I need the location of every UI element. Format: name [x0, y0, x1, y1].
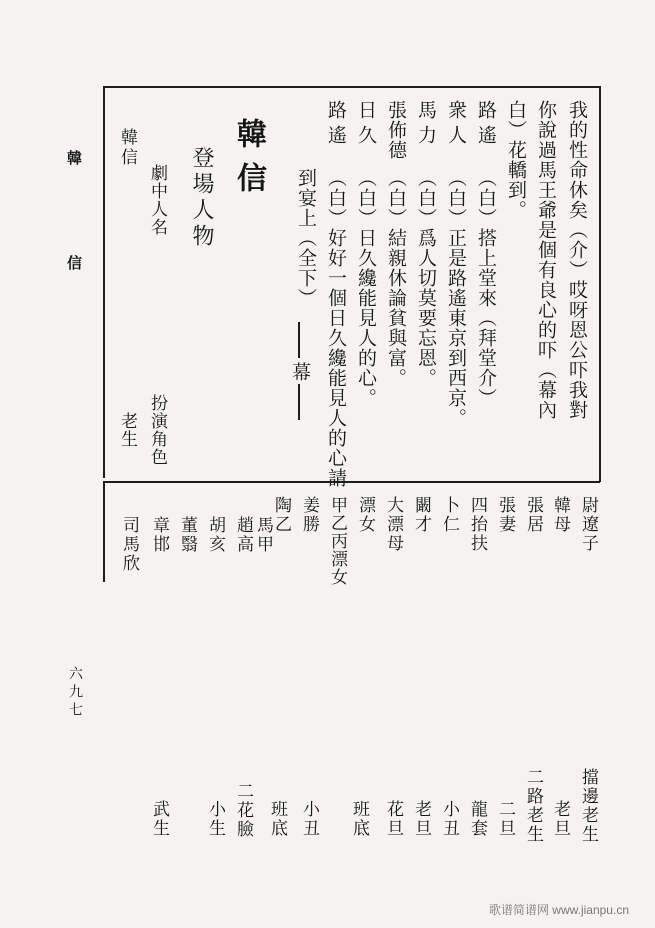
cast-name: 張居: [523, 496, 543, 534]
dialogue-line: 白）花轎到。: [505, 100, 527, 220]
cast-name: 陶乙: [271, 496, 291, 534]
cast-name: 甲乙丙漂女: [327, 496, 347, 586]
cast-name: 胡亥: [205, 516, 225, 554]
cast-role: 小生: [205, 800, 225, 838]
cast-name: 大漂母: [383, 496, 403, 553]
cast-name: 章邯: [149, 516, 169, 554]
cast-role: 小丑: [299, 800, 319, 838]
cast-name: 韓信: [117, 128, 137, 168]
speaker-label: 張佈德: [385, 100, 407, 160]
column-header-name: 劇中人名: [147, 164, 167, 236]
cast-name: 尉遼子: [578, 496, 598, 553]
dialogue-line: 我的性命休矣（介）哎呀恩公吓我對: [566, 100, 588, 420]
cast-name: 漂女: [355, 496, 375, 534]
curtain-rule-top: [298, 322, 300, 358]
speaker-label: 衆人: [445, 100, 467, 150]
cast-role: 擋邊老生: [578, 768, 598, 844]
dialogue-line: （白）搭上堂來（拜堂介）: [475, 168, 497, 408]
top-border: [103, 86, 601, 88]
play-title: 韓信: [231, 118, 266, 206]
margin-book-title: 韓信: [65, 150, 83, 360]
dialogue-line: 到宴上（全下）: [295, 168, 317, 308]
cast-role: 班底: [349, 800, 369, 838]
cast-role: 花旦: [383, 800, 403, 838]
cast-name: 董翳: [177, 516, 197, 554]
dialogue-line: 你說過馬王爺是個有良心的吓（幕內: [535, 100, 557, 420]
left-border-lower: [103, 482, 105, 582]
cast-role: 班底: [267, 800, 287, 838]
cast-name: 四抬扶: [467, 496, 487, 553]
left-border: [103, 86, 105, 478]
right-border: [599, 86, 601, 482]
page-number: 六九七: [67, 666, 83, 720]
cast-name: 張妻: [495, 496, 515, 534]
middle-border: [103, 481, 600, 483]
cast-name: 馬甲: [253, 516, 273, 554]
cast-role: 二路老生: [523, 768, 543, 844]
speaker-label: 路遙: [325, 100, 347, 150]
curtain-marker: 幕: [289, 362, 311, 382]
cast-role: 二花臉: [233, 782, 253, 839]
speaker-label: 日久: [355, 100, 377, 150]
speaker-label: 馬力: [415, 100, 437, 150]
watermark: 歌谱简谱网 www.jianpu.cn: [488, 903, 629, 917]
curtain-rule-bottom: [298, 384, 300, 420]
speaker-label: 路遙: [475, 100, 497, 150]
dialogue-line: （白）日久纔能見人的心。: [355, 168, 377, 408]
dialogue-line: （白）好好一個日久纔能見人的心請: [325, 168, 347, 488]
cast-role: 武生: [149, 800, 169, 838]
cast-name: 司馬欣: [119, 516, 139, 573]
cast-role: 小丑: [439, 800, 459, 838]
cast-name: 趙高: [233, 516, 253, 554]
column-header-role: 扮演角色: [147, 394, 167, 466]
cast-role: 龍套: [467, 800, 487, 838]
cast-name: 姜勝: [299, 496, 319, 534]
dialogue-line: （白）正是路遙東京到西京。: [445, 168, 467, 428]
cast-name: 韓母: [550, 496, 570, 534]
cast-role: 老生: [117, 412, 137, 448]
cast-list-heading: 登場人物: [189, 146, 214, 250]
cast-name: 闞才: [411, 496, 431, 534]
dialogue-line: （白）爲人切莫要忘恩。: [415, 168, 437, 388]
cast-role: 二旦: [495, 800, 515, 838]
cast-role: 老旦: [550, 800, 570, 838]
cast-name: 卜仁: [439, 496, 459, 534]
cast-role: 老旦: [411, 800, 431, 838]
dialogue-line: （白）結親休論貧與富。: [385, 168, 407, 388]
